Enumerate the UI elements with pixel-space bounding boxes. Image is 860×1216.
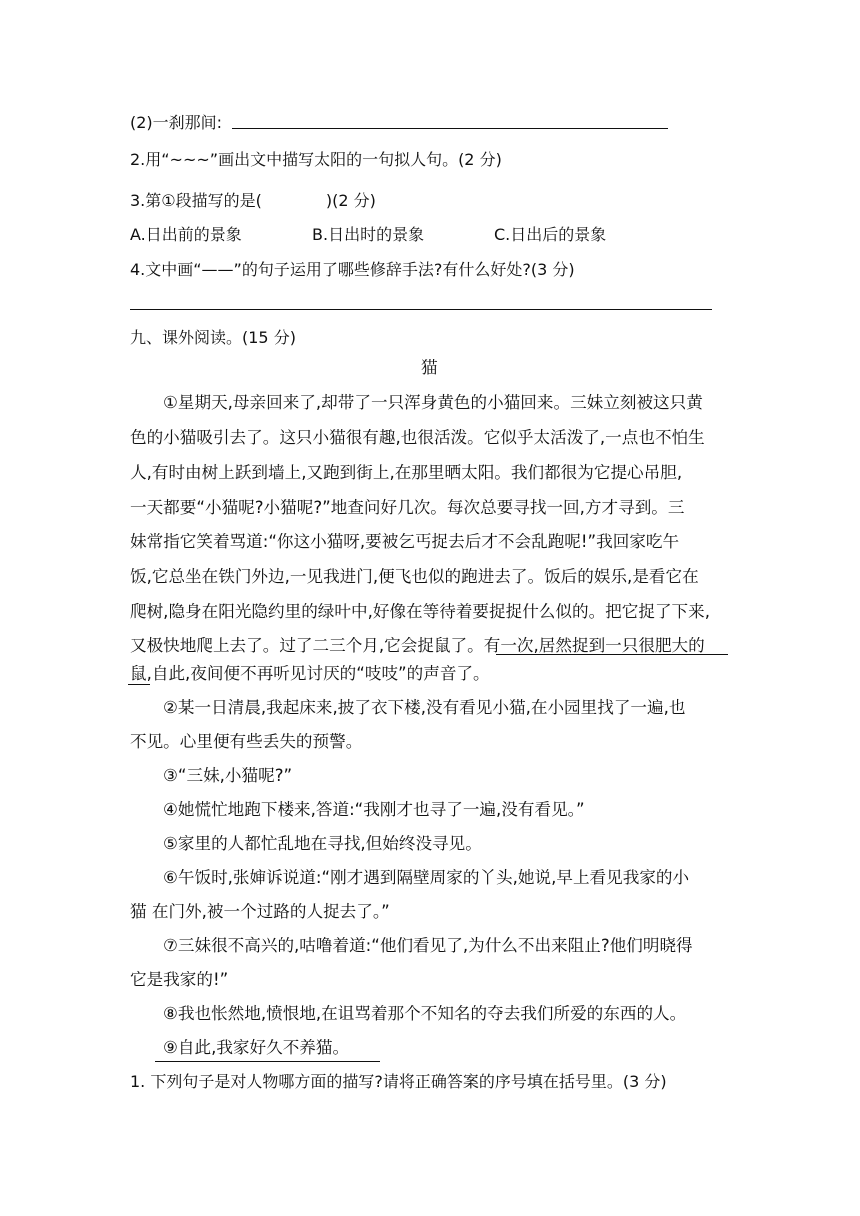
question-3-option-b: B.日出时的景象: [312, 225, 425, 244]
answer-blank-1-2[interactable]: [232, 128, 668, 129]
para1-line: 人,有时由树上跃到墙上,又跑到街上,在那里晒太阳。我们都很为它提心吊胆,: [130, 463, 683, 482]
para2-line: ②某一日清晨,我起床来,披了衣下楼,没有看见小猫,在小园里找了一遍,也: [163, 698, 686, 717]
para1-line: 又极快地爬上去了。过了二三个月,它会捉鼠了。有一次,居然捉到一只很肥大的: [130, 636, 705, 655]
section-9-heading: 九、课外阅读。(15 分): [130, 328, 296, 347]
question-1-2-label: (2)一刹那间:: [130, 113, 223, 132]
story-title: 猫: [421, 358, 438, 377]
para3: ③“三妹,小猫呢?”: [163, 766, 293, 785]
para1-line: 妹常指它笑着骂道:“你这小猫呀,要被乞丐捉去后才不会乱跑呢!”我回家吃午: [130, 532, 680, 551]
answer-blank-4[interactable]: [130, 309, 712, 310]
underline-mark: [155, 1061, 380, 1062]
para7-line: 它是我家的!”: [130, 970, 229, 989]
para1-line: 饭,它总坐在铁门外边,一见我进门,便飞也似的跑进去了。饭后的娱乐,是看它在: [130, 567, 699, 586]
para1-line: 爬树,隐身在阳光隐约里的绿叶中,好像在等待着要捉捉什么似的。把它捉了下来,: [130, 602, 711, 621]
para1-line: 鼠,自此,夜间便不再听见讨厌的“吱吱”的声音了。: [130, 664, 490, 683]
para7-line: ⑦三妹很不高兴的,咕噜着道:“他们看见了,为什么不出来阻止?他们明晓得: [163, 936, 693, 955]
question-2: 2.用“~~~”画出文中描写太阳的一句拟人句。(2 分): [130, 150, 502, 169]
question-3-option-a: A.日出前的景象: [130, 225, 242, 244]
question-3: 3.第①段描写的是( )(2 分): [130, 191, 376, 210]
question-4: 4.文中画“——”的句子运用了哪些修辞手法?有什么好处?(3 分): [130, 260, 575, 279]
underline-mark: [128, 684, 150, 685]
para2-line: 不见。心里便有些丢失的预警。: [130, 732, 363, 751]
para1-line: ①星期天,母亲回来了,却带了一只浑身黄色的小猫回来。三妹立刻被这只黄: [163, 393, 703, 412]
underline-mark: [496, 654, 728, 655]
para1-line: 色的小猫吸引去了。这只小猫很有趣,也很活泼。它似乎太活泼了,一点也不怕生: [130, 428, 705, 447]
para6-line: ⑥午饭时,张婶诉说道:“刚才遇到隔壁周家的丫头,她说,早上看见我家的小: [163, 868, 690, 887]
question-9-1: 1. 下列句子是对人物哪方面的描写?请将正确答案的序号填在括号里。(3 分): [130, 1072, 667, 1091]
para5: ⑤家里的人都忙乱地在寻找,但始终没寻见。: [163, 834, 482, 853]
para8: ⑧我也怅然地,愤恨地,在诅骂着那个不知名的夺去我们所爱的东西的人。: [163, 1004, 687, 1023]
para6-line: 猫 在门外,被一个过路的人捉去了。”: [130, 902, 390, 921]
para9: ⑨自此,我家好久不养猫。: [163, 1038, 350, 1057]
para1-line: 一天都要“小猫呢?小猫呢?”地查问好几次。每次总要寻找一回,方才寻到。三: [130, 498, 685, 517]
para4: ④她慌忙地跑下楼来,答道:“我刚才也寻了一遍,没有看见。”: [163, 800, 585, 819]
question-3-option-c: C.日出后的景象: [494, 225, 607, 244]
